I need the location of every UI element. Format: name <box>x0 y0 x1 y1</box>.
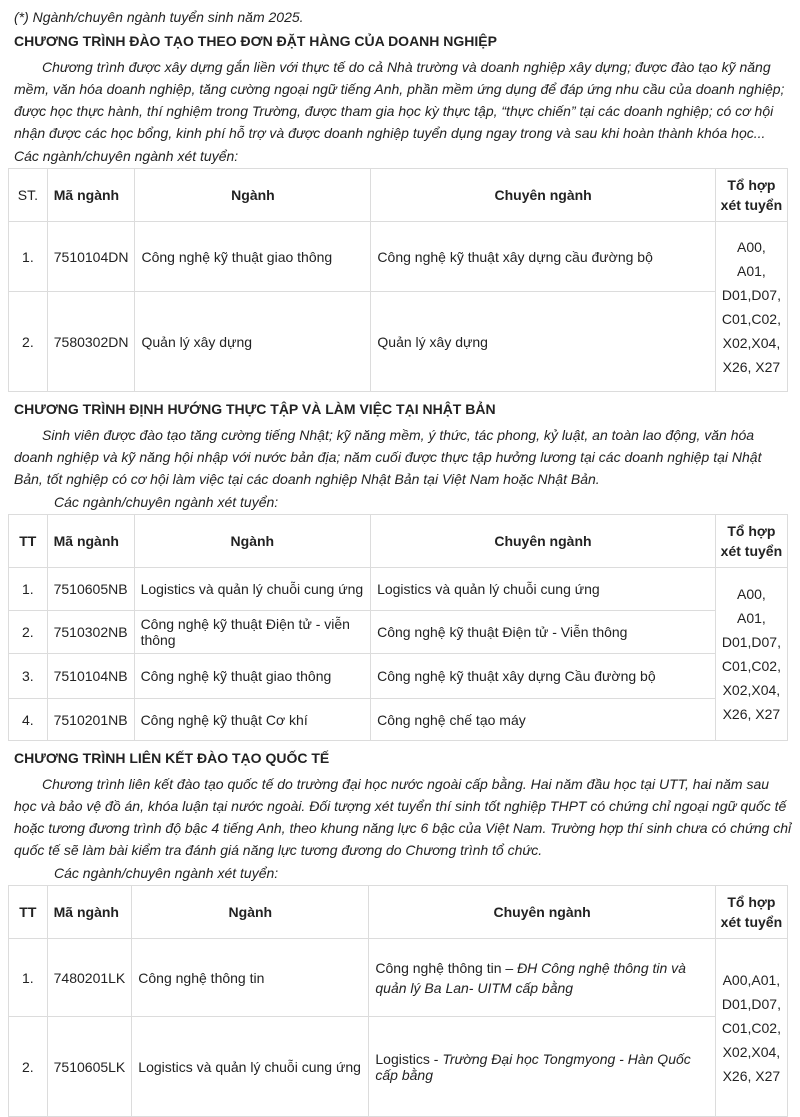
cell-ma-nganh: 7510605LK <box>47 1017 132 1117</box>
header-nganh: Ngành <box>132 886 369 939</box>
to-hop-line: A01, <box>737 262 766 279</box>
cell-st: 1. <box>9 222 48 292</box>
header-ma-nganh: Mã ngành <box>47 169 135 222</box>
to-hop-line: X02,X04, <box>722 334 781 351</box>
cell-st: 2. <box>9 292 48 392</box>
cell-nganh: Logistics và quản lý chuỗi cung ứng <box>132 1017 369 1117</box>
chuyen-nganh-partner: ĐH Công nghệ thông tin và quản lý Ba Lan- UITM cấp bằng <box>375 959 686 996</box>
to-hop-line: C01,C02, <box>721 310 781 327</box>
chuyen-nganh-name: Logistics - <box>375 1050 443 1067</box>
cell-ma-nganh: 7510302NB <box>47 611 134 654</box>
header-st: ST. <box>9 169 48 222</box>
header-to-hop: Tổ hợp xét tuyển <box>715 169 787 222</box>
cell-nganh: Công nghệ kỹ thuật Điện tử - viễn thông <box>134 611 371 654</box>
to-hop-line: D01,D07, <box>721 995 781 1012</box>
cell-st: 1. <box>9 939 48 1017</box>
table-header-row <box>9 515 788 568</box>
section-paragraph-1: Chương trình được xây dựng gắn liền với thực tế do cả Nhà trường và doanh nghiệp xây dựng; được đào tạo kỹ năng mềm, văn hóa doanh nghiệp, tăng cường ngoại ngữ tiếng Anh, phần mềm ứng dụng để đáp ứng nhu cầu của doanh nghiệp; được học thực hành, thí nghiệm trong Trường, được tham gia học kỳ thực tập, “thực chiến” tại các doanh nghiệp; có cơ hội nhận được các học bổng, kinh phí hỗ trợ và được doanh nghiệp tuyển dụng ngay trong và sau khi hoàn thành khóa học... <box>14 59 785 141</box>
header-chuyen-nganh: Chuyên ngành <box>369 886 715 939</box>
header-st: TT <box>9 515 48 568</box>
cell-chuyen-nganh: Quản lý xây dựng <box>371 292 715 392</box>
to-hop-line: A00, <box>737 586 766 602</box>
section-lead-2: Các ngành/chuyên ngành xét tuyển: <box>54 494 279 510</box>
cell-to-hop <box>715 222 787 392</box>
header-to-hop: Tổ hợp xét tuyển <box>715 515 787 568</box>
table-row <box>9 699 788 741</box>
table-row <box>9 222 788 292</box>
header-chuyen-nganh: Chuyên ngành <box>371 515 716 568</box>
to-hop-line: X26, X27 <box>722 358 781 375</box>
cell-chuyen-nganh: Logistics và quản lý chuỗi cung ứng <box>371 568 716 611</box>
cell-ma-nganh: 7510104NB <box>47 654 134 699</box>
cell-st: 4. <box>9 699 48 741</box>
cell-ma-nganh: 7510104DN <box>47 222 135 292</box>
table-row <box>9 611 788 654</box>
to-hop-line: X02,X04, <box>722 1043 781 1060</box>
to-hop-line: A01, <box>737 610 766 626</box>
cell-chuyen-nganh: Công nghệ chế tạo máy <box>371 699 716 741</box>
cell-to-hop <box>715 939 787 1117</box>
cell-ma-nganh: 7580302DN <box>47 292 135 392</box>
cell-chuyen-nganh <box>369 1017 715 1117</box>
to-hop-line: C01,C02, <box>721 1019 781 1036</box>
majors-table-2 <box>8 514 788 741</box>
cell-nganh: Công nghệ kỹ thuật Cơ khí <box>134 699 371 741</box>
section-title-3: CHƯƠNG TRÌNH LIÊN KẾT ĐÀO TẠO QUỐC TẾ <box>14 750 330 766</box>
cell-nganh: Công nghệ kỹ thuật giao thông <box>135 222 371 292</box>
document <box>0 8 800 1117</box>
section-lead-3: Các ngành/chuyên ngành xét tuyển: <box>54 865 279 881</box>
cell-ma-nganh: 7510605NB <box>47 568 134 611</box>
to-hop-line: C01,C02, <box>721 658 781 674</box>
table-row <box>9 654 788 699</box>
to-hop-line: X26, X27 <box>722 706 781 722</box>
cell-nganh: Quản lý xây dựng <box>135 292 371 392</box>
to-hop-line: A00,A01, <box>722 971 781 988</box>
cell-st: 1. <box>9 568 48 611</box>
header-chuyen-nganh: Chuyên ngành <box>371 169 715 222</box>
header-nganh: Ngành <box>135 169 371 222</box>
cell-nganh: Công nghệ kỹ thuật giao thông <box>134 654 371 699</box>
section-lead-1: Các ngành/chuyên ngành xét tuyển: <box>14 148 239 164</box>
cell-chuyen-nganh: Công nghệ kỹ thuật xây dựng Cầu đường bộ <box>371 654 716 699</box>
header-ma-nganh: Mã ngành <box>47 515 134 568</box>
header-to-hop: Tổ hợp xét tuyển <box>715 886 787 939</box>
to-hop-line: X02,X04, <box>722 682 781 698</box>
cell-st: 3. <box>9 654 48 699</box>
cell-st: 2. <box>9 1017 48 1117</box>
to-hop-line: D01,D07, <box>721 634 781 650</box>
table-header-row <box>9 169 788 222</box>
cell-st: 2. <box>9 611 48 654</box>
to-hop-line: D01,D07, <box>721 286 781 303</box>
header-st: TT <box>9 886 48 939</box>
chuyen-nganh-partner: Trường Đại học Tongmyong - Hàn Quốc cấp bằng <box>375 1050 691 1083</box>
cell-ma-nganh: 7510201NB <box>47 699 134 741</box>
table-row <box>9 568 788 611</box>
table-row <box>9 1017 788 1117</box>
header-ma-nganh: Mã ngành <box>47 886 132 939</box>
section-paragraph-2: Sinh viên được đào tạo tăng cường tiếng Nhật; kỹ năng mềm, ý thức, tác phong, kỷ luật, an toàn lao động, văn hóa doanh nghiệp và kỹ năng hội nhập với nước bản địa; năm cuối được thực tập hưởng lương tại các doanh nghiệp tại Nhật Bản, tốt nghiệp có cơ hội làm việc tại các doanh nghiệp Nhật Bản tại Việt Nam hoặc Nhật Bản. <box>14 427 762 487</box>
header-nganh: Ngành <box>134 515 371 568</box>
cell-nganh: Logistics và quản lý chuỗi cung ứng <box>134 568 371 611</box>
cell-to-hop <box>715 568 787 741</box>
cell-chuyen-nganh: Công nghệ kỹ thuật xây dựng cầu đường bộ <box>371 222 715 292</box>
cell-chuyen-nganh <box>369 939 715 1017</box>
cell-nganh: Công nghệ thông tin <box>132 939 369 1017</box>
to-hop-line: X26, X27 <box>722 1067 781 1084</box>
to-hop-line: A00, <box>737 238 766 255</box>
cell-chuyen-nganh: Công nghệ kỹ thuật Điện tử - Viễn thông <box>371 611 716 654</box>
chuyen-nganh-name: Công nghệ thông tin – <box>375 959 518 976</box>
table-row <box>9 939 788 1017</box>
majors-table-1 <box>8 168 788 392</box>
section-title-1: CHƯƠNG TRÌNH ĐÀO TẠO THEO ĐƠN ĐẶT HÀNG CỦA DOANH NGHIỆP <box>14 33 497 49</box>
note: (*) Ngành/chuyên ngành tuyển sinh năm 2025. <box>14 9 304 25</box>
table-header-row <box>9 886 788 939</box>
majors-table-3 <box>8 885 788 1117</box>
section-paragraph-3: Chương trình liên kết đào tạo quốc tế do trường đại học nước ngoài cấp bằng. Hai năm đầu học tại UTT, hai năm sau học và bảo vệ đồ án, khóa luận tại nước ngoài. Đối tượng xét tuyển thí sinh tốt nghiệp THPT có chứng chỉ ngoại ngữ quốc tế hoặc tương đương trình độ bậc 4 tiếng Anh, theo khung năng lực 6 bậc của Việt Nam. Trường hợp thí sinh chưa có chứng chỉ quốc tế sẽ làm bài kiểm tra đánh giá năng lực tương đương do Chương trình tổ chức. <box>14 776 792 858</box>
table-row <box>9 292 788 392</box>
cell-ma-nganh: 7480201LK <box>47 939 132 1017</box>
section-title-2: CHƯƠNG TRÌNH ĐỊNH HƯỚNG THỰC TẬP VÀ LÀM VIỆC TẠI NHẬT BẢN <box>14 401 496 417</box>
